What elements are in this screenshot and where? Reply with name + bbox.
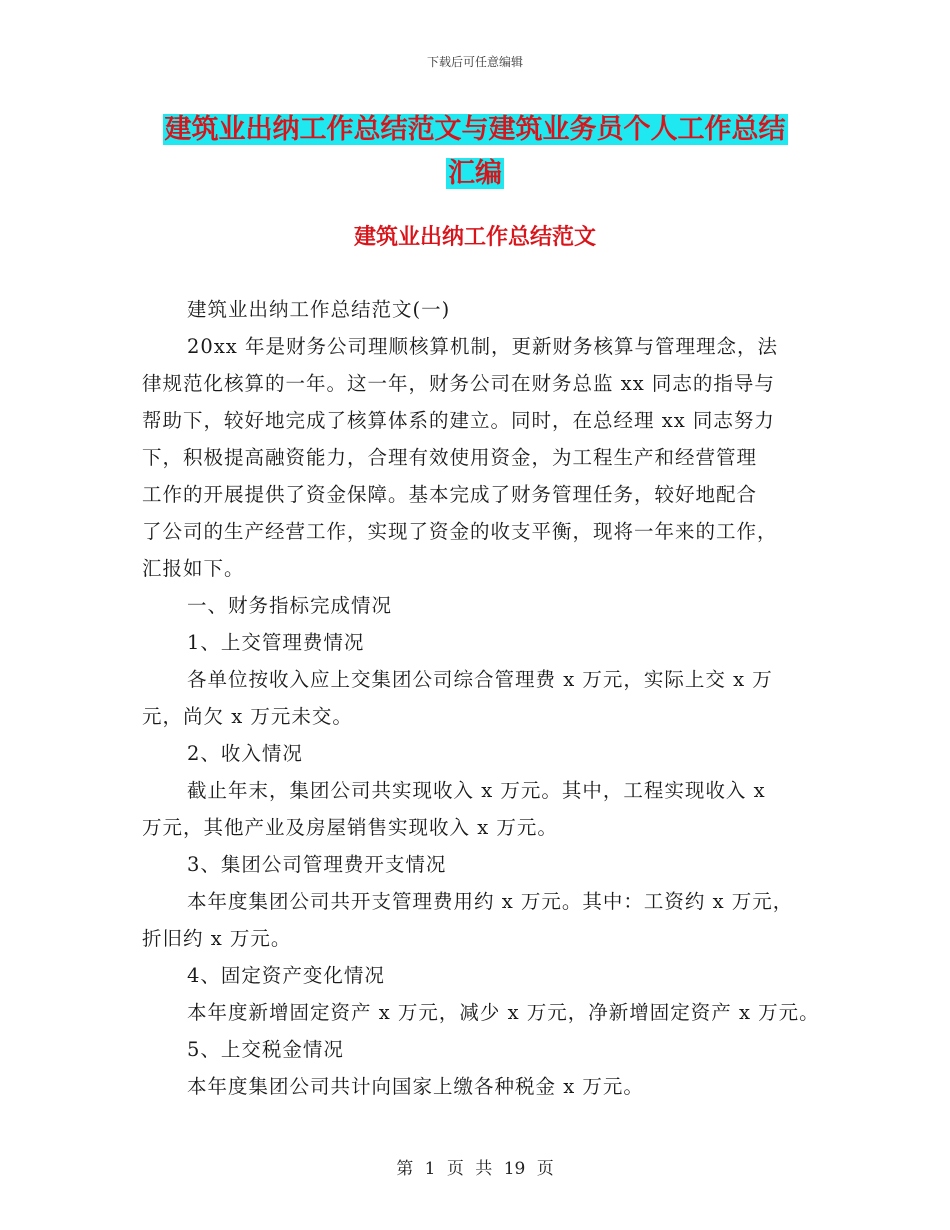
paragraph-line: 工作的开展提供了资金保障。基本完成了财务管理任务，较好地配合 xyxy=(142,483,758,506)
document-title-line-1: 建筑业出纳工作总结范文与建筑业务员个人工作总结 xyxy=(164,114,786,145)
paragraph-line: 本年度集团公司共计向国家上缴各种税金 x 万元。 xyxy=(187,1075,644,1098)
paragraph-line: 帮助下，较好地完成了核算体系的建立。同时，在总经理 xx 同志努力 xyxy=(142,409,775,432)
section-title: 建筑业出纳工作总结范文 xyxy=(353,224,596,250)
document-title-line-2: 汇编 xyxy=(448,158,502,189)
paragraph-line: 20xx 年是财务公司理顺核算机制，更新财务核算与管理理念，法 xyxy=(187,335,779,358)
paragraph-line: 万元，其他产业及房屋销售实现收入 x 万元。 xyxy=(142,816,558,839)
heading-level-2: 2、收入情况 xyxy=(187,742,303,765)
paragraph-line: 了公司的生产经营工作，实现了资金的收支平衡，现将一年来的工作， xyxy=(142,520,778,543)
heading-level-1: 一、财务指标完成情况 xyxy=(187,594,393,617)
header-note: 下载后可任意编辑 xyxy=(426,55,523,69)
paragraph-line: 汇报如下。 xyxy=(142,557,245,580)
page-footer: 第 1 页 共 19 页 xyxy=(396,1159,554,1179)
paragraph-line: 元，尚欠 x 万元未交。 xyxy=(142,705,353,728)
paragraph-line: 各单位按收入应上交集团公司综合管理费 x 万元，实际上交 x 万 xyxy=(187,668,773,691)
paragraph-line: 本年度新增固定资产 x 万元，减少 x 万元，净新增固定资产 x 万元。 xyxy=(187,1001,820,1024)
paragraph-line: 下，积极提高融资能力，合理有效使用资金，为工程生产和经营管理 xyxy=(142,446,758,469)
paragraph-line: 律规范化核算的一年。这一年，财务公司在财务总监 xx 同志的指导与 xyxy=(142,372,775,395)
paragraph-line: 折旧约 x 万元。 xyxy=(142,927,292,950)
heading-level-2: 4、固定资产变化情况 xyxy=(187,964,385,987)
heading-level-2: 1、上交管理费情况 xyxy=(187,631,365,654)
heading-level-2: 5、上交税金情况 xyxy=(187,1038,344,1061)
subheading: 建筑业出纳工作总结范文(一) xyxy=(187,298,451,321)
paragraph-line: 本年度集团公司共开支管理费用约 x 万元。其中：工资约 x 万元， xyxy=(187,890,794,913)
heading-level-2: 3、集团公司管理费开支情况 xyxy=(187,853,447,876)
paragraph-line: 截止年末，集团公司共实现收入 x 万元。其中，工程实现收入 x xyxy=(187,779,766,802)
